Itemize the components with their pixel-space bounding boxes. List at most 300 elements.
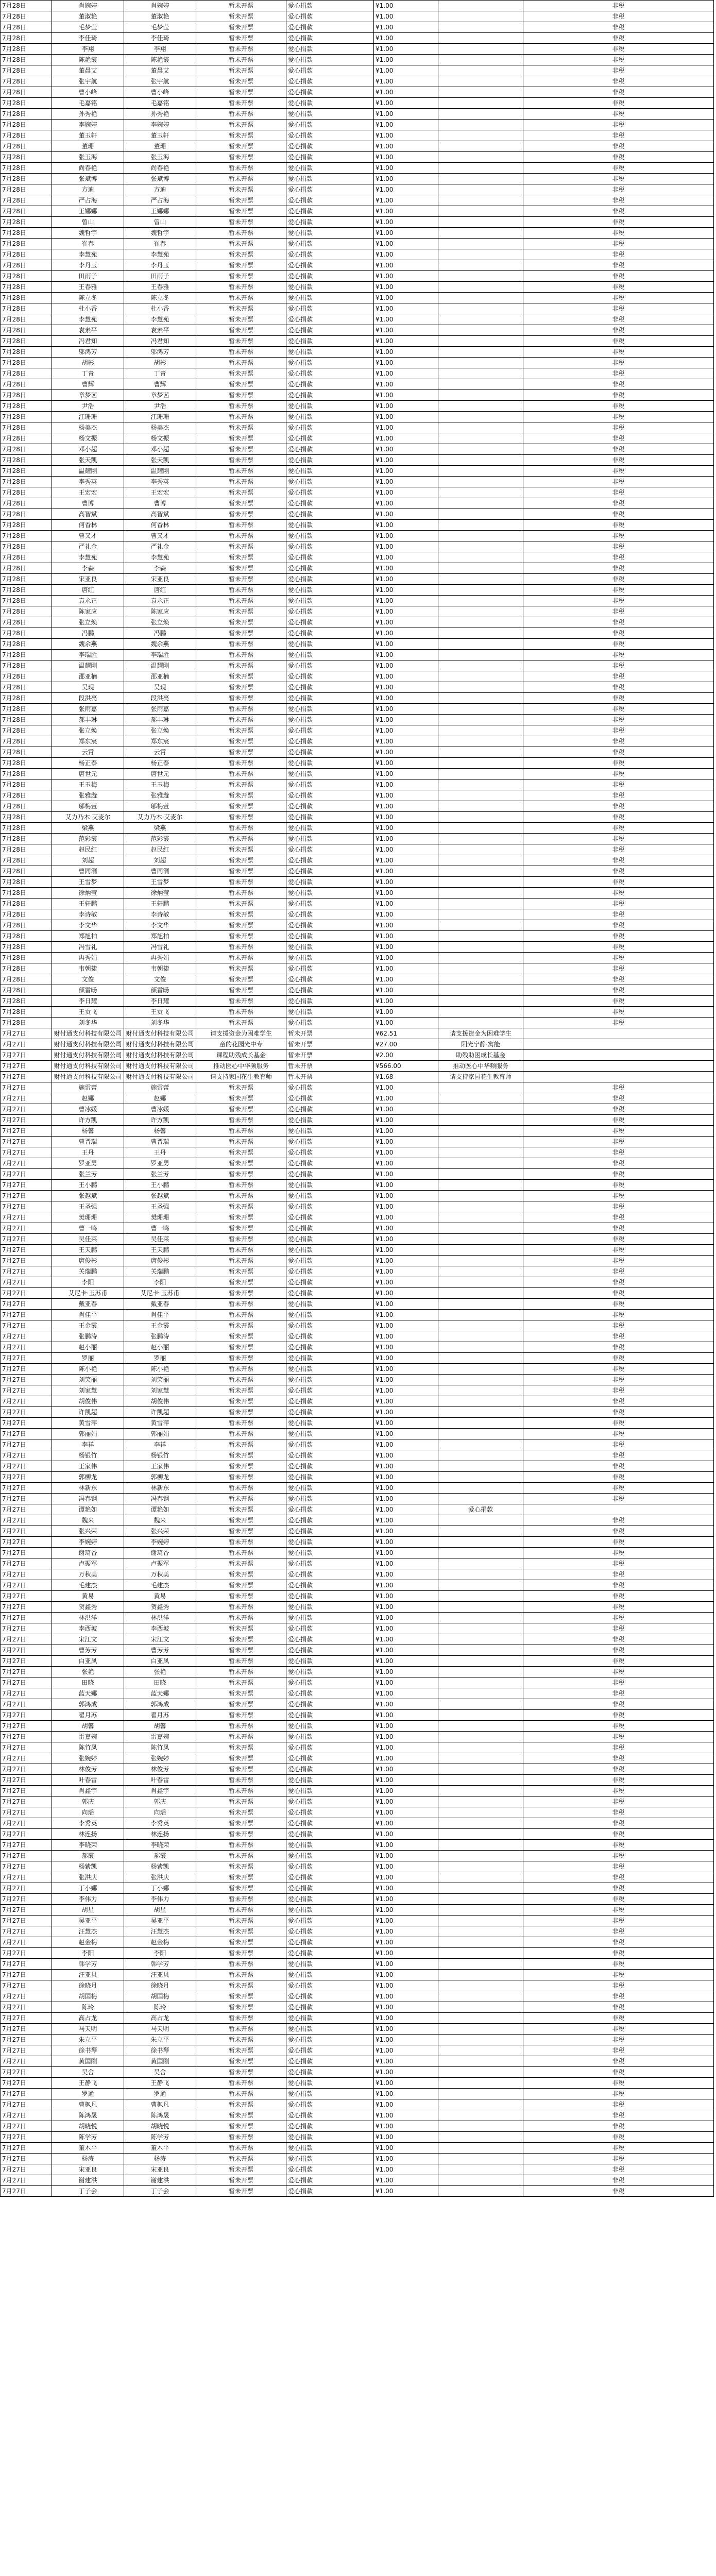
amount-cell: ¥1.00 bbox=[374, 466, 438, 477]
status-cell: 暂未开票 bbox=[196, 769, 286, 779]
status-cell: 暂未开票 bbox=[196, 1223, 286, 1234]
project-cell: 爱心捐款 bbox=[286, 2089, 374, 2099]
project-cell: 爱心捐款 bbox=[286, 195, 374, 206]
date-cell: 7月27日 bbox=[1, 1980, 52, 1991]
payer-cell: 王轩鹏 bbox=[124, 899, 196, 909]
project-cell: 爱心捐款 bbox=[286, 206, 374, 217]
status-cell: 暂未开票 bbox=[196, 823, 286, 834]
project-cell: 爱心捐款 bbox=[286, 1515, 374, 1526]
project-cell: 爱心捐款 bbox=[286, 1353, 374, 1364]
table-row bbox=[1, 531, 714, 541]
donor-cell: 关瑞鹏 bbox=[52, 1266, 124, 1277]
status-cell: 课程助残成长基金 bbox=[196, 1050, 286, 1061]
payer-cell: 孙秀艳 bbox=[124, 109, 196, 120]
date-cell: 7月27日 bbox=[1, 2013, 52, 2024]
date-cell: 7月27日 bbox=[1, 1104, 52, 1115]
amount-cell: ¥1.00 bbox=[374, 120, 438, 130]
category-cell: 非税 bbox=[523, 1191, 714, 1201]
amount-cell: ¥1.00 bbox=[374, 1169, 438, 1180]
table-row bbox=[1, 1494, 714, 1504]
donor-cell: 丁小娜 bbox=[52, 1883, 124, 1894]
payer-cell: 梁燕 bbox=[124, 823, 196, 834]
note-cell bbox=[438, 2067, 523, 2078]
amount-cell: ¥1.00 bbox=[374, 22, 438, 33]
payer-cell: 王丹 bbox=[124, 1147, 196, 1158]
table-row bbox=[1, 130, 714, 141]
donor-cell: 邓小超 bbox=[52, 444, 124, 455]
payer-cell: 吴舍 bbox=[124, 2067, 196, 2078]
category-cell: 非税 bbox=[523, 1007, 714, 1018]
status-cell: 暂未开票 bbox=[196, 1483, 286, 1494]
status-cell: 暂未开票 bbox=[196, 541, 286, 552]
category-cell: 非税 bbox=[523, 639, 714, 650]
table-row bbox=[1, 1851, 714, 1861]
date-cell: 7月27日 bbox=[1, 1061, 52, 1072]
amount-cell: ¥1.00 bbox=[374, 758, 438, 769]
date-cell: 7月28日 bbox=[1, 823, 52, 834]
amount-cell: ¥1.00 bbox=[374, 1851, 438, 1861]
date-cell: 7月27日 bbox=[1, 1137, 52, 1147]
status-cell: 暂未开票 bbox=[196, 33, 286, 44]
status-cell: 暂未开票 bbox=[196, 1320, 286, 1331]
amount-cell: ¥1.00 bbox=[374, 2175, 438, 2186]
table-row bbox=[1, 401, 714, 412]
table-row bbox=[1, 22, 714, 33]
payer-cell: 李日耀 bbox=[124, 996, 196, 1007]
donor-cell: 董玉轩 bbox=[52, 130, 124, 141]
donor-cell: 张洪庆 bbox=[52, 1872, 124, 1883]
date-cell: 7月27日 bbox=[1, 1277, 52, 1288]
status-cell: 暂未开票 bbox=[196, 682, 286, 693]
payer-cell: 李阳 bbox=[124, 1948, 196, 1959]
date-cell: 7月27日 bbox=[1, 1093, 52, 1104]
donor-cell: 毛嘉铭 bbox=[52, 98, 124, 109]
payer-cell: 陈竹凤 bbox=[124, 1742, 196, 1753]
amount-cell: ¥1.00 bbox=[374, 520, 438, 531]
project-cell: 爱心捐款 bbox=[286, 1375, 374, 1385]
note-cell bbox=[438, 2013, 523, 2024]
note-cell bbox=[438, 2175, 523, 2186]
note-cell bbox=[438, 2035, 523, 2045]
note-cell bbox=[438, 1277, 523, 1288]
table-row bbox=[1, 1688, 714, 1699]
note-cell bbox=[438, 541, 523, 552]
donor-cell: 田晓 bbox=[52, 1677, 124, 1688]
payer-cell: 郭庆 bbox=[124, 1797, 196, 1807]
table-row bbox=[1, 444, 714, 455]
project-cell: 爱心捐款 bbox=[286, 141, 374, 152]
donor-cell: 冯君知 bbox=[52, 336, 124, 347]
date-cell: 7月27日 bbox=[1, 1916, 52, 1926]
category-cell: 非税 bbox=[523, 1861, 714, 1872]
note-cell bbox=[438, 163, 523, 174]
payer-cell: 汪慧杰 bbox=[124, 1926, 196, 1937]
payer-cell: 曹芳芳 bbox=[124, 1645, 196, 1656]
donor-cell: 翟月苏 bbox=[52, 1710, 124, 1721]
note-cell bbox=[438, 1753, 523, 1764]
amount-cell: ¥1.00 bbox=[374, 1775, 438, 1786]
category-cell: 非税 bbox=[523, 379, 714, 390]
donor-cell: 袁素平 bbox=[52, 325, 124, 336]
payer-cell: 杨银竹 bbox=[124, 1450, 196, 1461]
payer-cell: 肖佳平 bbox=[124, 1310, 196, 1320]
table-row bbox=[1, 1483, 714, 1494]
table-row bbox=[1, 596, 714, 606]
status-cell: 暂未开票 bbox=[196, 1331, 286, 1342]
category-cell: 非税 bbox=[523, 1526, 714, 1537]
payer-cell: 江珊珊 bbox=[124, 412, 196, 422]
category-cell: 非税 bbox=[523, 888, 714, 899]
amount-cell: ¥1.00 bbox=[374, 1461, 438, 1472]
table-row bbox=[1, 1980, 714, 1991]
donor-cell: 王轩鹏 bbox=[52, 899, 124, 909]
donor-cell: 江珊珊 bbox=[52, 412, 124, 422]
project-cell: 爱心捐款 bbox=[286, 823, 374, 834]
donor-cell: 云霄 bbox=[52, 747, 124, 758]
payer-cell: 胡国梅 bbox=[124, 1991, 196, 2002]
category-cell: 非税 bbox=[523, 1385, 714, 1396]
project-cell: 爱心捐款 bbox=[286, 1082, 374, 1093]
project-cell: 爱心捐款 bbox=[286, 563, 374, 574]
amount-cell: ¥1.00 bbox=[374, 1623, 438, 1634]
note-cell bbox=[438, 498, 523, 509]
status-cell: 暂未开票 bbox=[196, 1104, 286, 1115]
donor-cell: 财付通支付科技有限公司 bbox=[52, 1028, 124, 1039]
date-cell: 7月27日 bbox=[1, 1256, 52, 1266]
note-cell bbox=[438, 1223, 523, 1234]
project-cell: 爱心捐款 bbox=[286, 1602, 374, 1613]
note-cell bbox=[438, 1548, 523, 1558]
note-cell bbox=[438, 65, 523, 76]
date-cell: 7月27日 bbox=[1, 1548, 52, 1558]
project-cell: 爱心捐款 bbox=[286, 130, 374, 141]
amount-cell: ¥1.00 bbox=[374, 920, 438, 931]
category-cell: 非税 bbox=[523, 1916, 714, 1926]
donor-cell: 范彩霞 bbox=[52, 834, 124, 844]
note-cell bbox=[438, 1818, 523, 1829]
category-cell: 非税 bbox=[523, 195, 714, 206]
payer-cell: 崔春 bbox=[124, 239, 196, 249]
payer-cell: 张越斌 bbox=[124, 1191, 196, 1201]
note-cell bbox=[438, 1980, 523, 1991]
category-cell: 非税 bbox=[523, 628, 714, 639]
donor-cell: 王宏宏 bbox=[52, 487, 124, 498]
note-cell: 推动医心中华频服务 bbox=[438, 1061, 523, 1072]
note-cell bbox=[438, 1494, 523, 1504]
category-cell: 非税 bbox=[523, 1169, 714, 1180]
note-cell bbox=[438, 2143, 523, 2154]
project-cell: 爱心捐款 bbox=[286, 2099, 374, 2110]
payer-cell: 曹同洞 bbox=[124, 866, 196, 877]
table-row bbox=[1, 888, 714, 899]
project-cell: 爱心捐款 bbox=[286, 574, 374, 585]
table-row bbox=[1, 65, 714, 76]
status-cell: 暂未开票 bbox=[196, 120, 286, 130]
payer-cell: 杨馨 bbox=[124, 1126, 196, 1137]
payer-cell: 吴亚平 bbox=[124, 1916, 196, 1926]
payer-cell: 万秋美 bbox=[124, 1569, 196, 1580]
project-cell: 爱心捐款 bbox=[286, 1418, 374, 1429]
category-cell: 非税 bbox=[523, 931, 714, 942]
payer-cell: 郝丰琳 bbox=[124, 715, 196, 725]
date-cell: 7月28日 bbox=[1, 195, 52, 206]
date-cell: 7月28日 bbox=[1, 141, 52, 152]
table-row bbox=[1, 303, 714, 314]
payer-cell: 丁小娜 bbox=[124, 1883, 196, 1894]
donor-cell: 李西坡 bbox=[52, 1623, 124, 1634]
project-cell: 爱心捐款 bbox=[286, 1775, 374, 1786]
payer-cell: 赵民红 bbox=[124, 844, 196, 855]
date-cell: 7月27日 bbox=[1, 1385, 52, 1396]
donor-cell: 王贡飞 bbox=[52, 1007, 124, 1018]
project-cell: 爱心捐款 bbox=[286, 2002, 374, 2013]
date-cell: 7月27日 bbox=[1, 2089, 52, 2099]
project-cell: 爱心捐款 bbox=[286, 1753, 374, 1764]
note-cell bbox=[438, 888, 523, 899]
payer-cell: 财付通支付科技有限公司 bbox=[124, 1039, 196, 1050]
table-row bbox=[1, 758, 714, 769]
donor-cell: 刘笑丽 bbox=[52, 1375, 124, 1385]
note-cell bbox=[438, 2099, 523, 2110]
table-row bbox=[1, 953, 714, 963]
note-cell bbox=[438, 1829, 523, 1840]
amount-cell: ¥1.00 bbox=[374, 509, 438, 520]
category-cell: 非税 bbox=[523, 1926, 714, 1937]
note-cell bbox=[438, 1916, 523, 1926]
date-cell: 7月28日 bbox=[1, 444, 52, 455]
payer-cell: 董木平 bbox=[124, 2143, 196, 2154]
donor-cell: 杨银竹 bbox=[52, 1450, 124, 1461]
donor-cell: 赵小丽 bbox=[52, 1342, 124, 1353]
amount-cell: ¥1.00 bbox=[374, 1548, 438, 1558]
donor-cell: 尹浩 bbox=[52, 401, 124, 412]
table-row bbox=[1, 899, 714, 909]
amount-cell: ¥1.00 bbox=[374, 1234, 438, 1245]
table-row bbox=[1, 1634, 714, 1645]
table-row bbox=[1, 747, 714, 758]
project-cell: 爱心捐款 bbox=[286, 368, 374, 379]
date-cell: 7月28日 bbox=[1, 931, 52, 942]
donor-cell: 林俊芳 bbox=[52, 1764, 124, 1775]
date-cell: 7月27日 bbox=[1, 1688, 52, 1699]
status-cell: 暂未开票 bbox=[196, 563, 286, 574]
note-cell bbox=[438, 639, 523, 650]
category-cell: 非税 bbox=[523, 2175, 714, 2186]
status-cell: 暂未开票 bbox=[196, 801, 286, 812]
amount-cell: ¥1.00 bbox=[374, 1916, 438, 1926]
table-row bbox=[1, 1082, 714, 1093]
category-cell: 非税 bbox=[523, 606, 714, 617]
amount-cell: ¥1.00 bbox=[374, 953, 438, 963]
project-cell: 爱心捐款 bbox=[286, 1407, 374, 1418]
donor-cell: 陈家应 bbox=[52, 606, 124, 617]
donor-cell: 财付通支付科技有限公司 bbox=[52, 1050, 124, 1061]
note-cell bbox=[438, 2121, 523, 2132]
date-cell: 7月28日 bbox=[1, 855, 52, 866]
note-cell: 请支持家园花生教育师 bbox=[438, 1072, 523, 1082]
payer-cell: 高智斌 bbox=[124, 509, 196, 520]
donor-cell: 张雨嘉 bbox=[52, 704, 124, 715]
note-cell bbox=[438, 1299, 523, 1310]
table-row bbox=[1, 1277, 714, 1288]
project-cell: 爱心捐款 bbox=[286, 1623, 374, 1634]
date-cell: 7月27日 bbox=[1, 1970, 52, 1980]
status-cell: 童的花园光中专 bbox=[196, 1039, 286, 1050]
status-cell: 请支持家园花生教育师 bbox=[196, 1072, 286, 1082]
date-cell: 7月28日 bbox=[1, 704, 52, 715]
table-row bbox=[1, 368, 714, 379]
note-cell bbox=[438, 412, 523, 422]
amount-cell: ¥1.00 bbox=[374, 347, 438, 358]
status-cell: 暂未开票 bbox=[196, 163, 286, 174]
project-cell: 爱心捐款 bbox=[286, 758, 374, 769]
status-cell: 暂未开票 bbox=[196, 1991, 286, 2002]
date-cell: 7月27日 bbox=[1, 1537, 52, 1548]
date-cell: 7月28日 bbox=[1, 963, 52, 974]
donor-cell: 张婉婷 bbox=[52, 1753, 124, 1764]
project-cell: 爱心捐款 bbox=[286, 174, 374, 184]
payer-cell: 王春雅 bbox=[124, 282, 196, 293]
note-cell bbox=[438, 725, 523, 736]
date-cell: 7月27日 bbox=[1, 1223, 52, 1234]
status-cell: 暂未开票 bbox=[196, 1180, 286, 1191]
category-cell: 非税 bbox=[523, 1537, 714, 1548]
donor-cell: 李婉婷 bbox=[52, 1537, 124, 1548]
amount-cell: ¥1.00 bbox=[374, 725, 438, 736]
status-cell: 暂未开票 bbox=[196, 1201, 286, 1212]
status-cell: 暂未开票 bbox=[196, 1137, 286, 1147]
status-cell: 暂未开票 bbox=[196, 596, 286, 606]
payer-cell: 杨正泰 bbox=[124, 758, 196, 769]
table-row bbox=[1, 293, 714, 303]
date-cell: 7月27日 bbox=[1, 1894, 52, 1905]
donor-cell: 王小鹏 bbox=[52, 1180, 124, 1191]
donor-cell: 胡馨 bbox=[52, 1721, 124, 1732]
note-cell bbox=[438, 1169, 523, 1180]
donor-cell: 王天鹏 bbox=[52, 1245, 124, 1256]
payer-cell: 张雨嘉 bbox=[124, 704, 196, 715]
date-cell: 7月28日 bbox=[1, 812, 52, 823]
table-row bbox=[1, 44, 714, 55]
date-cell: 7月27日 bbox=[1, 1775, 52, 1786]
amount-cell: ¥1.00 bbox=[374, 1656, 438, 1667]
category-cell: 非税 bbox=[523, 1558, 714, 1569]
category-cell: 非税 bbox=[523, 1364, 714, 1375]
status-cell: 暂未开票 bbox=[196, 963, 286, 974]
payer-cell: 杨涛 bbox=[124, 2154, 196, 2164]
table-row bbox=[1, 1732, 714, 1742]
status-cell: 暂未开票 bbox=[196, 1569, 286, 1580]
amount-cell: ¥1.00 bbox=[374, 1677, 438, 1688]
category-cell: 非税 bbox=[523, 617, 714, 628]
status-cell: 暂未开票 bbox=[196, 2067, 286, 2078]
payer-cell: 丁青 bbox=[124, 368, 196, 379]
table-row bbox=[1, 1537, 714, 1548]
project-cell: 爱心捐款 bbox=[286, 1591, 374, 1602]
note-cell bbox=[438, 1158, 523, 1169]
category-cell: 非税 bbox=[523, 228, 714, 239]
date-cell: 7月28日 bbox=[1, 834, 52, 844]
project-cell: 爱心捐款 bbox=[286, 725, 374, 736]
category-cell: 非税 bbox=[523, 747, 714, 758]
note-cell bbox=[438, 466, 523, 477]
payer-cell: 王小鹏 bbox=[124, 1180, 196, 1191]
table-row bbox=[1, 2121, 714, 2132]
project-cell: 爱心捐款 bbox=[286, 2078, 374, 2089]
note-cell bbox=[438, 206, 523, 217]
payer-cell: 郭丽娟 bbox=[124, 1429, 196, 1439]
category-cell: 非税 bbox=[523, 206, 714, 217]
note-cell bbox=[438, 1018, 523, 1028]
date-cell: 7月28日 bbox=[1, 942, 52, 953]
payer-cell: 李森 bbox=[124, 563, 196, 574]
status-cell: 暂未开票 bbox=[196, 1840, 286, 1851]
status-cell: 暂未开票 bbox=[196, 671, 286, 682]
note-cell bbox=[438, 1905, 523, 1916]
status-cell: 暂未开票 bbox=[196, 2024, 286, 2035]
category-cell: 非税 bbox=[523, 141, 714, 152]
note-cell bbox=[438, 347, 523, 358]
category-cell: 非税 bbox=[523, 368, 714, 379]
date-cell: 7月27日 bbox=[1, 1028, 52, 1039]
date-cell: 7月28日 bbox=[1, 401, 52, 412]
payer-cell: 林连扬 bbox=[124, 1829, 196, 1840]
date-cell: 7月27日 bbox=[1, 2067, 52, 2078]
note-cell bbox=[438, 682, 523, 693]
category-cell: 非税 bbox=[523, 1742, 714, 1753]
note-cell bbox=[438, 368, 523, 379]
table-row bbox=[1, 909, 714, 920]
note-cell bbox=[438, 704, 523, 715]
category-cell: 非税 bbox=[523, 715, 714, 725]
amount-cell: ¥1.00 bbox=[374, 271, 438, 282]
date-cell: 7月28日 bbox=[1, 660, 52, 671]
category-cell: 非税 bbox=[523, 1450, 714, 1461]
table-row bbox=[1, 1797, 714, 1807]
donor-cell: 邬鸿芳 bbox=[52, 347, 124, 358]
amount-cell: ¥1.00 bbox=[374, 1861, 438, 1872]
project-cell: 爱心捐款 bbox=[286, 1797, 374, 1807]
date-cell: 7月28日 bbox=[1, 22, 52, 33]
project-cell: 爱心捐款 bbox=[286, 660, 374, 671]
status-cell: 暂未开票 bbox=[196, 1472, 286, 1483]
note-cell bbox=[438, 974, 523, 985]
amount-cell: ¥1.00 bbox=[374, 1310, 438, 1320]
amount-cell: ¥1.00 bbox=[374, 1797, 438, 1807]
payer-cell: 韦朝捷 bbox=[124, 963, 196, 974]
project-cell: 爱心捐款 bbox=[286, 22, 374, 33]
amount-cell: ¥1.00 bbox=[374, 693, 438, 704]
category-cell: 非税 bbox=[523, 152, 714, 163]
project-cell: 爱心捐款 bbox=[286, 682, 374, 693]
amount-cell: ¥1.00 bbox=[374, 909, 438, 920]
payer-cell: 樊珊珊 bbox=[124, 1212, 196, 1223]
payer-cell: 段洪亮 bbox=[124, 693, 196, 704]
project-cell: 爱心捐款 bbox=[286, 531, 374, 541]
payer-cell: 李婉婷 bbox=[124, 120, 196, 130]
date-cell: 7月28日 bbox=[1, 412, 52, 422]
project-cell: 爱心捐款 bbox=[286, 1396, 374, 1407]
status-cell: 暂未开票 bbox=[196, 1245, 286, 1256]
donor-cell: 马天明 bbox=[52, 2024, 124, 2035]
amount-cell: ¥1.00 bbox=[374, 1613, 438, 1623]
project-cell: 爱心捐款 bbox=[286, 2132, 374, 2143]
date-cell: 7月27日 bbox=[1, 1797, 52, 1807]
payer-cell: 赵小丽 bbox=[124, 1342, 196, 1353]
amount-cell: ¥1.00 bbox=[374, 1732, 438, 1742]
date-cell: 7月27日 bbox=[1, 1591, 52, 1602]
table-row bbox=[1, 2175, 714, 2186]
